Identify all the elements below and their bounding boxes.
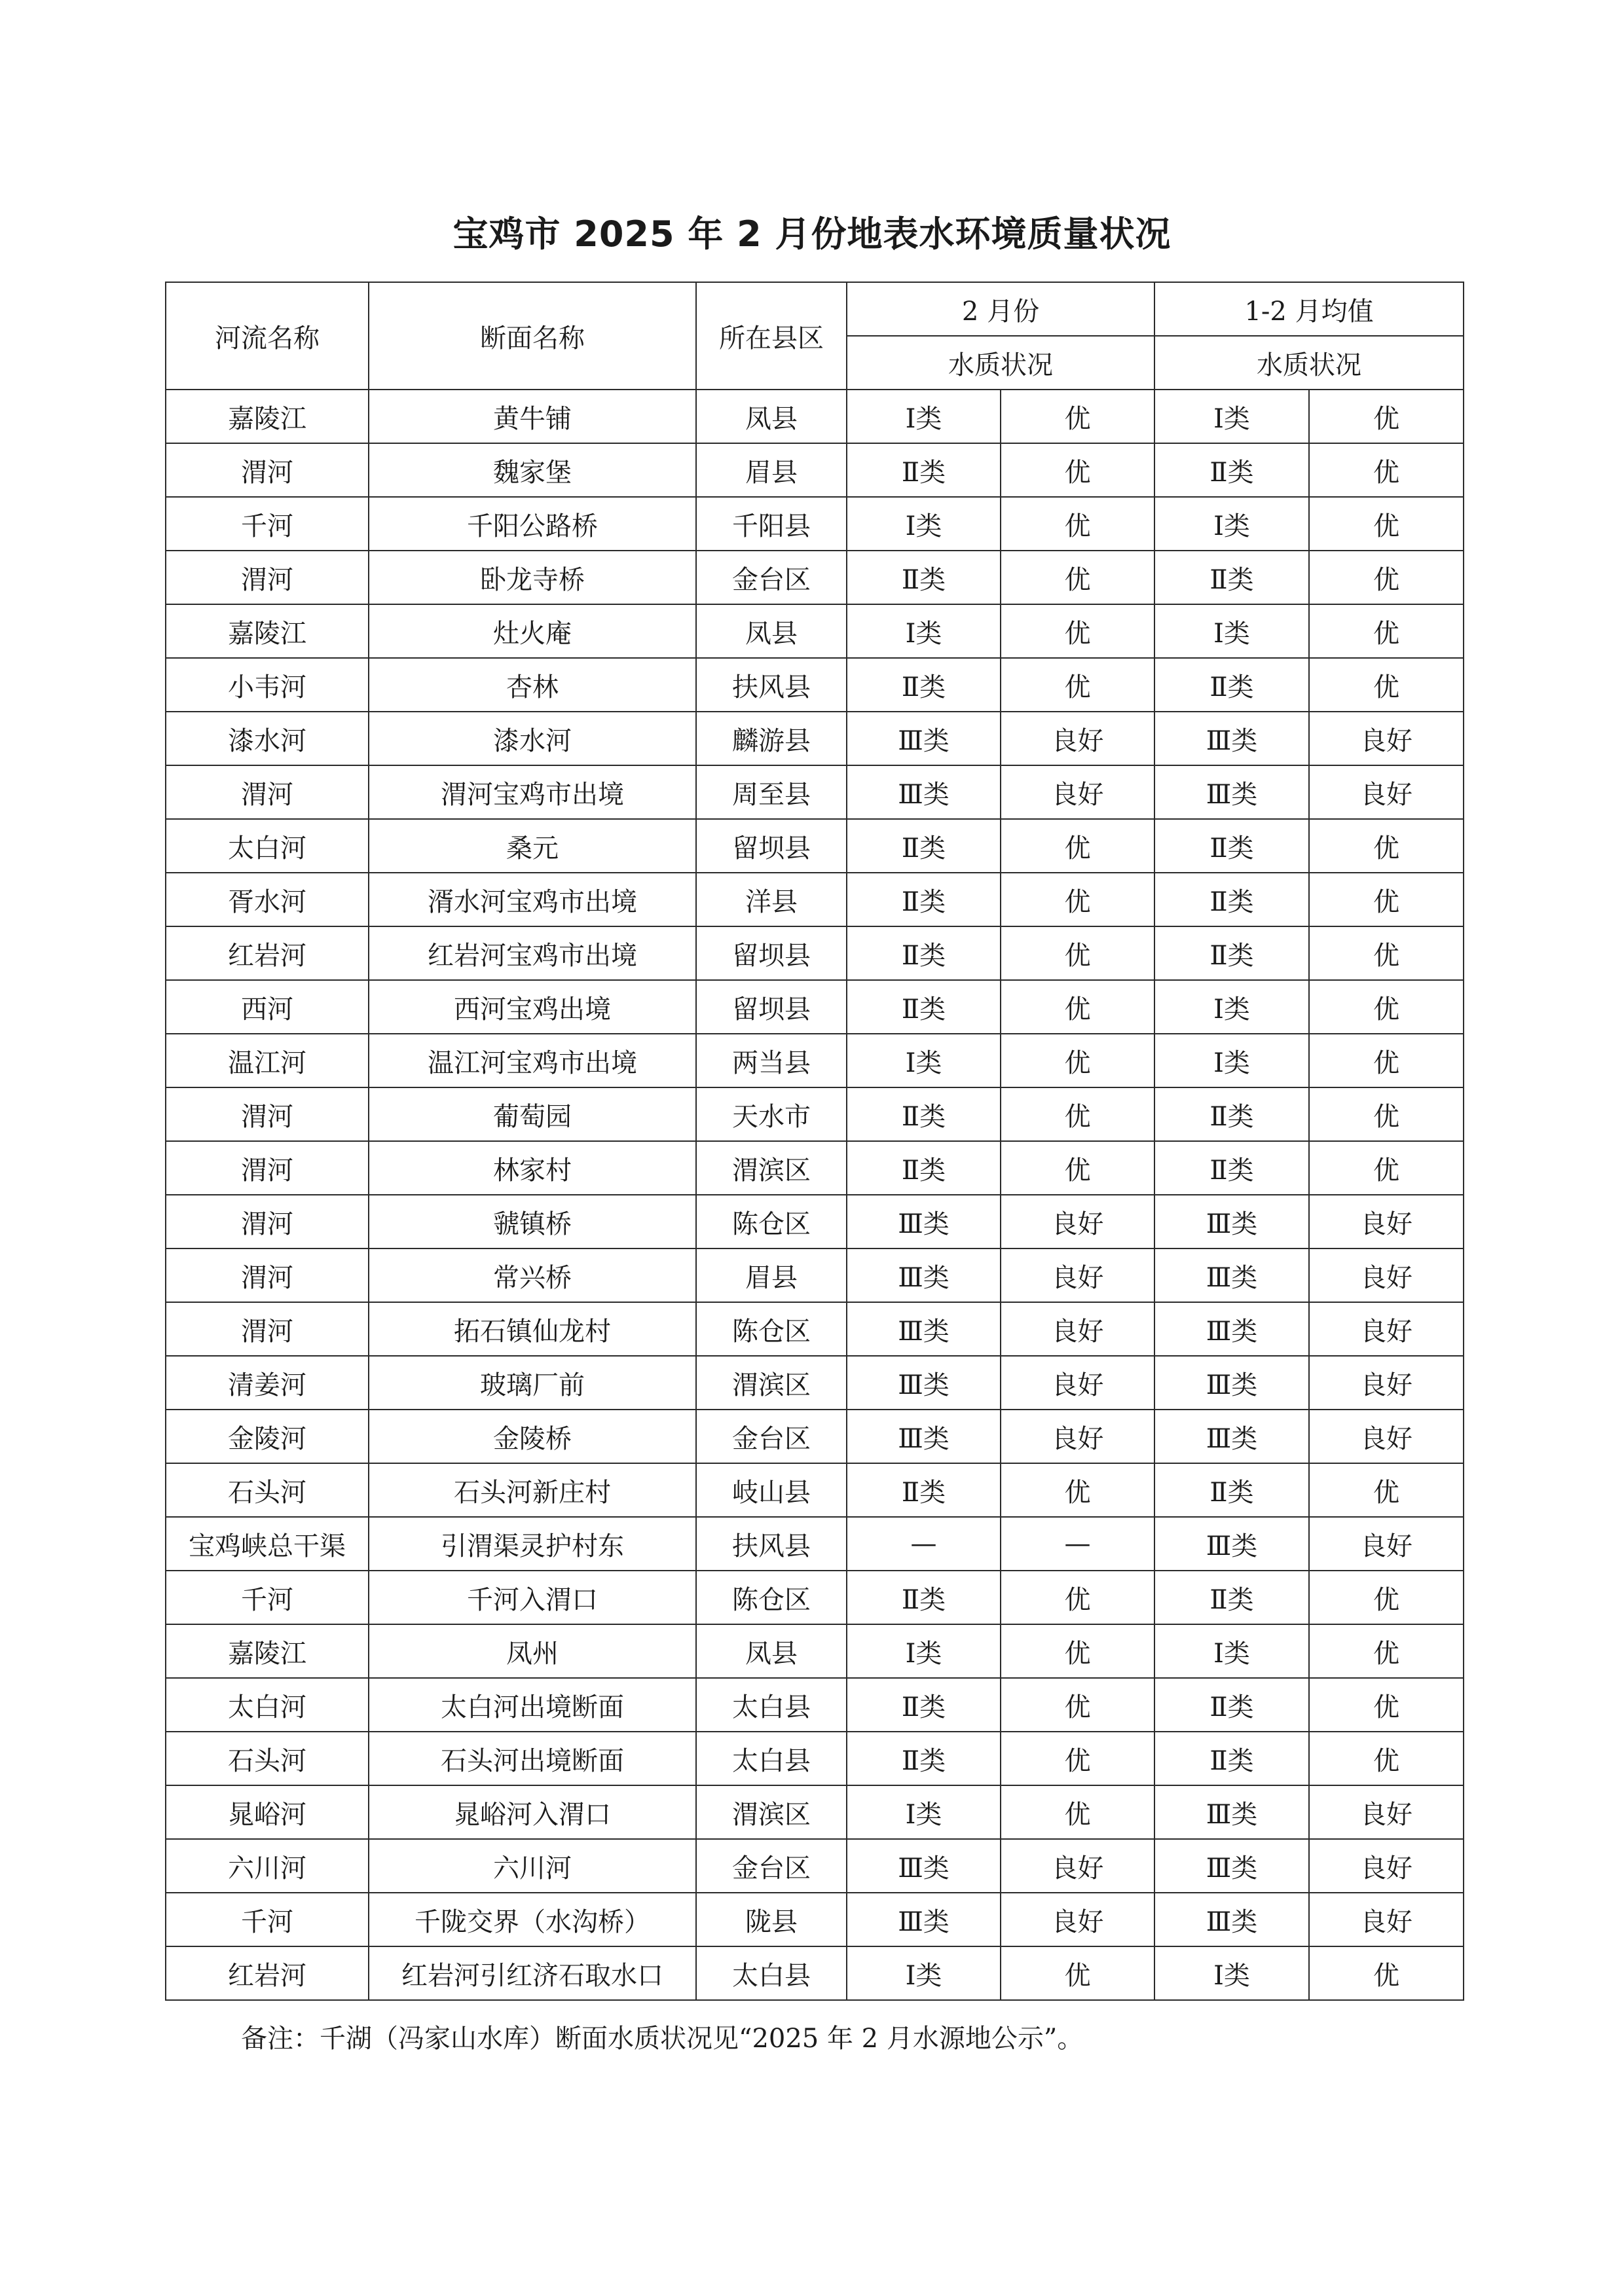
avg-class-cell: Ⅲ类 bbox=[1154, 1302, 1309, 1356]
avg-status-cell: 优 bbox=[1309, 980, 1464, 1034]
page-title: 宝鸡市 2025 年 2 月份地表水环境质量状况 bbox=[452, 213, 1172, 255]
feb-class-cell: Ⅰ类 bbox=[847, 1624, 1001, 1678]
avg-status-cell: 良好 bbox=[1309, 1302, 1464, 1356]
footnote: 备注：千湖（冯家山水库）断面水质状况见“2025 年 2 月水源地公示”。 bbox=[241, 2024, 1084, 2054]
section-name-cell: 石头河新庄村 bbox=[369, 1463, 696, 1517]
county-cell: 太白县 bbox=[696, 1946, 847, 2000]
avg-status-cell: 优 bbox=[1309, 390, 1464, 443]
feb-status-cell: 优 bbox=[1001, 1678, 1154, 1732]
table-row bbox=[166, 1302, 1464, 1356]
table-row bbox=[166, 1678, 1464, 1732]
feb-class-cell: Ⅱ类 bbox=[847, 1141, 1001, 1195]
river-name-cell: 漆水河 bbox=[166, 712, 369, 765]
header-county: 所在县区 bbox=[696, 282, 847, 390]
section-name-cell: 千阳公路桥 bbox=[369, 497, 696, 551]
river-name-cell: 清姜河 bbox=[166, 1356, 369, 1410]
river-name-cell: 宝鸡峡总干渠 bbox=[166, 1517, 369, 1571]
avg-status-cell: 良好 bbox=[1309, 1893, 1464, 1946]
feb-class-cell: Ⅰ类 bbox=[847, 1034, 1001, 1087]
avg-status-cell: 优 bbox=[1309, 1087, 1464, 1141]
avg-status-cell: 良好 bbox=[1309, 712, 1464, 765]
avg-class-cell: Ⅲ类 bbox=[1154, 765, 1309, 819]
feb-status-cell: 优 bbox=[1001, 1946, 1154, 2000]
table-row bbox=[166, 765, 1464, 819]
avg-class-cell: Ⅱ类 bbox=[1154, 873, 1309, 926]
feb-status-cell: 良好 bbox=[1001, 765, 1154, 819]
feb-class-cell: Ⅱ类 bbox=[847, 980, 1001, 1034]
feb-class-cell: — bbox=[847, 1517, 1001, 1571]
avg-class-cell: Ⅰ类 bbox=[1154, 1034, 1309, 1087]
avg-class-cell: Ⅲ类 bbox=[1154, 1248, 1309, 1302]
river-name-cell: 红岩河 bbox=[166, 1946, 369, 2000]
avg-status-cell: 优 bbox=[1309, 1571, 1464, 1624]
section-name-cell: 桑元 bbox=[369, 819, 696, 873]
river-name-cell: 晁峪河 bbox=[166, 1785, 369, 1839]
section-name-cell: 千河入渭口 bbox=[369, 1571, 696, 1624]
feb-class-cell: Ⅲ类 bbox=[847, 765, 1001, 819]
county-cell: 太白县 bbox=[696, 1732, 847, 1785]
avg-class-cell: Ⅰ类 bbox=[1154, 980, 1309, 1034]
table-row bbox=[166, 1034, 1464, 1087]
river-name-cell: 渭河 bbox=[166, 443, 369, 497]
header-section-name: 断面名称 bbox=[369, 282, 696, 390]
river-name-cell: 千河 bbox=[166, 497, 369, 551]
feb-class-cell: Ⅰ类 bbox=[847, 497, 1001, 551]
avg-status-cell: 良好 bbox=[1309, 1517, 1464, 1571]
river-name-cell: 胥水河 bbox=[166, 873, 369, 926]
county-cell: 眉县 bbox=[696, 1248, 847, 1302]
table-row bbox=[166, 1087, 1464, 1141]
section-name-cell: 玻璃厂前 bbox=[369, 1356, 696, 1410]
section-name-cell: 红岩河引红济石取水口 bbox=[369, 1946, 696, 2000]
feb-class-cell: Ⅰ类 bbox=[847, 1946, 1001, 2000]
feb-status-cell: 优 bbox=[1001, 1785, 1154, 1839]
table-row bbox=[166, 1356, 1464, 1410]
feb-status-cell: 优 bbox=[1001, 1087, 1154, 1141]
table-row bbox=[166, 1624, 1464, 1678]
avg-class-cell: Ⅰ类 bbox=[1154, 497, 1309, 551]
river-name-cell: 千河 bbox=[166, 1571, 369, 1624]
county-cell: 扶风县 bbox=[696, 1517, 847, 1571]
feb-status-cell: 优 bbox=[1001, 1034, 1154, 1087]
feb-class-cell: Ⅲ类 bbox=[847, 1893, 1001, 1946]
river-name-cell: 渭河 bbox=[166, 1302, 369, 1356]
table-row bbox=[166, 1248, 1464, 1302]
feb-status-cell: 优 bbox=[1001, 1571, 1154, 1624]
feb-status-cell: 良好 bbox=[1001, 1893, 1154, 1946]
avg-status-cell: 优 bbox=[1309, 1946, 1464, 2000]
feb-status-cell: 良好 bbox=[1001, 1410, 1154, 1463]
avg-class-cell: Ⅱ类 bbox=[1154, 658, 1309, 712]
table-row bbox=[166, 1195, 1464, 1248]
feb-status-cell: 良好 bbox=[1001, 1302, 1154, 1356]
section-name-cell: 葡萄园 bbox=[369, 1087, 696, 1141]
county-cell: 渭滨区 bbox=[696, 1785, 847, 1839]
river-name-cell: 渭河 bbox=[166, 1087, 369, 1141]
avg-class-cell: Ⅰ类 bbox=[1154, 604, 1309, 658]
river-name-cell: 红岩河 bbox=[166, 926, 369, 980]
table-row bbox=[166, 390, 1464, 443]
feb-status-cell: 良好 bbox=[1001, 1356, 1154, 1410]
county-cell: 岐山县 bbox=[696, 1463, 847, 1517]
feb-status-cell: 优 bbox=[1001, 443, 1154, 497]
county-cell: 留坝县 bbox=[696, 980, 847, 1034]
river-name-cell: 石头河 bbox=[166, 1732, 369, 1785]
river-name-cell: 渭河 bbox=[166, 1141, 369, 1195]
table-row bbox=[166, 1571, 1464, 1624]
county-cell: 凤县 bbox=[696, 1624, 847, 1678]
avg-status-cell: 良好 bbox=[1309, 765, 1464, 819]
table-row bbox=[166, 551, 1464, 604]
avg-class-cell: Ⅱ类 bbox=[1154, 1732, 1309, 1785]
river-name-cell: 太白河 bbox=[166, 819, 369, 873]
avg-class-cell: Ⅱ类 bbox=[1154, 1141, 1309, 1195]
section-name-cell: 拓石镇仙龙村 bbox=[369, 1302, 696, 1356]
water-quality-table bbox=[165, 282, 1464, 2001]
feb-status-cell: 优 bbox=[1001, 1463, 1154, 1517]
river-name-cell: 嘉陵江 bbox=[166, 604, 369, 658]
avg-class-cell: Ⅲ类 bbox=[1154, 1195, 1309, 1248]
river-name-cell: 小韦河 bbox=[166, 658, 369, 712]
table-row bbox=[166, 873, 1464, 926]
river-name-cell: 六川河 bbox=[166, 1839, 369, 1893]
feb-class-cell: Ⅱ类 bbox=[847, 1571, 1001, 1624]
river-name-cell: 太白河 bbox=[166, 1678, 369, 1732]
avg-status-cell: 良好 bbox=[1309, 1195, 1464, 1248]
table-row bbox=[166, 1517, 1464, 1571]
county-cell: 洋县 bbox=[696, 873, 847, 926]
feb-status-cell: 优 bbox=[1001, 1141, 1154, 1195]
avg-status-cell: 优 bbox=[1309, 1624, 1464, 1678]
table-row bbox=[166, 712, 1464, 765]
feb-status-cell: 优 bbox=[1001, 390, 1154, 443]
river-name-cell: 渭河 bbox=[166, 551, 369, 604]
section-name-cell: 凤州 bbox=[369, 1624, 696, 1678]
section-name-cell: 湑水河宝鸡市出境 bbox=[369, 873, 696, 926]
avg-class-cell: Ⅲ类 bbox=[1154, 1785, 1309, 1839]
feb-class-cell: Ⅰ类 bbox=[847, 604, 1001, 658]
section-name-cell: 林家村 bbox=[369, 1141, 696, 1195]
river-name-cell: 温江河 bbox=[166, 1034, 369, 1087]
section-name-cell: 温江河宝鸡市出境 bbox=[369, 1034, 696, 1087]
feb-class-cell: Ⅲ类 bbox=[847, 1839, 1001, 1893]
feb-class-cell: Ⅲ类 bbox=[847, 1410, 1001, 1463]
feb-class-cell: Ⅱ类 bbox=[847, 1678, 1001, 1732]
feb-status-cell: 优 bbox=[1001, 926, 1154, 980]
river-name-cell: 渭河 bbox=[166, 765, 369, 819]
county-cell: 陈仓区 bbox=[696, 1195, 847, 1248]
avg-status-cell: 优 bbox=[1309, 1463, 1464, 1517]
feb-class-cell: Ⅱ类 bbox=[847, 1732, 1001, 1785]
avg-class-cell: Ⅱ类 bbox=[1154, 443, 1309, 497]
avg-status-cell: 优 bbox=[1309, 551, 1464, 604]
county-cell: 天水市 bbox=[696, 1087, 847, 1141]
avg-class-cell: Ⅱ类 bbox=[1154, 1678, 1309, 1732]
avg-status-cell: 优 bbox=[1309, 926, 1464, 980]
avg-class-cell: Ⅱ类 bbox=[1154, 819, 1309, 873]
section-name-cell: 渭河宝鸡市出境 bbox=[369, 765, 696, 819]
avg-class-cell: Ⅱ类 bbox=[1154, 1463, 1309, 1517]
avg-status-cell: 优 bbox=[1309, 1034, 1464, 1087]
header-february: 2 月份 bbox=[847, 282, 1154, 336]
header-row bbox=[166, 282, 1464, 336]
avg-status-cell: 优 bbox=[1309, 658, 1464, 712]
table-row bbox=[166, 1463, 1464, 1517]
avg-status-cell: 优 bbox=[1309, 1678, 1464, 1732]
river-name-cell: 石头河 bbox=[166, 1463, 369, 1517]
avg-status-cell: 良好 bbox=[1309, 1410, 1464, 1463]
table-row bbox=[166, 1732, 1464, 1785]
avg-status-cell: 良好 bbox=[1309, 1248, 1464, 1302]
section-name-cell: 金陵桥 bbox=[369, 1410, 696, 1463]
avg-status-cell: 优 bbox=[1309, 443, 1464, 497]
avg-status-cell: 优 bbox=[1309, 1732, 1464, 1785]
avg-status-cell: 良好 bbox=[1309, 1839, 1464, 1893]
section-name-cell: 千陇交界（水沟桥） bbox=[369, 1893, 696, 1946]
table-row bbox=[166, 980, 1464, 1034]
avg-status-cell: 优 bbox=[1309, 1141, 1464, 1195]
feb-class-cell: Ⅱ类 bbox=[847, 551, 1001, 604]
section-name-cell: 卧龙寺桥 bbox=[369, 551, 696, 604]
table-row bbox=[166, 1946, 1464, 2000]
feb-class-cell: Ⅱ类 bbox=[847, 1463, 1001, 1517]
avg-class-cell: Ⅲ类 bbox=[1154, 1893, 1309, 1946]
county-cell: 麟游县 bbox=[696, 712, 847, 765]
feb-class-cell: Ⅲ类 bbox=[847, 1248, 1001, 1302]
avg-class-cell: Ⅲ类 bbox=[1154, 712, 1309, 765]
feb-status-cell: 优 bbox=[1001, 604, 1154, 658]
county-cell: 陈仓区 bbox=[696, 1302, 847, 1356]
feb-status-cell: 良好 bbox=[1001, 1195, 1154, 1248]
feb-class-cell: Ⅲ类 bbox=[847, 1302, 1001, 1356]
county-cell: 千阳县 bbox=[696, 497, 847, 551]
feb-class-cell: Ⅲ类 bbox=[847, 712, 1001, 765]
county-cell: 金台区 bbox=[696, 1839, 847, 1893]
feb-class-cell: Ⅱ类 bbox=[847, 658, 1001, 712]
avg-status-cell: 优 bbox=[1309, 819, 1464, 873]
section-name-cell: 六川河 bbox=[369, 1839, 696, 1893]
feb-status-cell: 良好 bbox=[1001, 1839, 1154, 1893]
feb-class-cell: Ⅱ类 bbox=[847, 443, 1001, 497]
feb-status-cell: 优 bbox=[1001, 497, 1154, 551]
section-name-cell: 石头河出境断面 bbox=[369, 1732, 696, 1785]
avg-class-cell: Ⅰ类 bbox=[1154, 1946, 1309, 2000]
county-cell: 陇县 bbox=[696, 1893, 847, 1946]
feb-class-cell: Ⅲ类 bbox=[847, 1195, 1001, 1248]
feb-class-cell: Ⅱ类 bbox=[847, 819, 1001, 873]
table-row bbox=[166, 497, 1464, 551]
table-body bbox=[166, 390, 1464, 2000]
avg-class-cell: Ⅰ类 bbox=[1154, 1624, 1309, 1678]
avg-class-cell: Ⅱ类 bbox=[1154, 926, 1309, 980]
county-cell: 凤县 bbox=[696, 390, 847, 443]
avg-class-cell: Ⅲ类 bbox=[1154, 1839, 1309, 1893]
river-name-cell: 嘉陵江 bbox=[166, 1624, 369, 1678]
feb-status-cell: 优 bbox=[1001, 1624, 1154, 1678]
avg-class-cell: Ⅱ类 bbox=[1154, 1087, 1309, 1141]
county-cell: 渭滨区 bbox=[696, 1141, 847, 1195]
river-name-cell: 千河 bbox=[166, 1893, 369, 1946]
section-name-cell: 太白河出境断面 bbox=[369, 1678, 696, 1732]
table-row bbox=[166, 1410, 1464, 1463]
avg-class-cell: Ⅰ类 bbox=[1154, 390, 1309, 443]
county-cell: 周至县 bbox=[696, 765, 847, 819]
section-name-cell: 西河宝鸡出境 bbox=[369, 980, 696, 1034]
feb-status-cell: 优 bbox=[1001, 819, 1154, 873]
river-name-cell: 西河 bbox=[166, 980, 369, 1034]
header-average-water-quality: 水质状况 bbox=[1154, 336, 1464, 390]
table-row bbox=[166, 1893, 1464, 1946]
avg-status-cell: 优 bbox=[1309, 873, 1464, 926]
section-name-cell: 魏家堡 bbox=[369, 443, 696, 497]
feb-class-cell: Ⅱ类 bbox=[847, 926, 1001, 980]
section-name-cell: 虢镇桥 bbox=[369, 1195, 696, 1248]
table-row bbox=[166, 926, 1464, 980]
feb-status-cell: — bbox=[1001, 1517, 1154, 1571]
feb-class-cell: Ⅱ类 bbox=[847, 1087, 1001, 1141]
section-name-cell: 晁峪河入渭口 bbox=[369, 1785, 696, 1839]
river-name-cell: 嘉陵江 bbox=[166, 390, 369, 443]
feb-class-cell: Ⅰ类 bbox=[847, 390, 1001, 443]
section-name-cell: 漆水河 bbox=[369, 712, 696, 765]
section-name-cell: 灶火庵 bbox=[369, 604, 696, 658]
avg-status-cell: 优 bbox=[1309, 497, 1464, 551]
header-february-water-quality: 水质状况 bbox=[847, 336, 1154, 390]
avg-class-cell: Ⅲ类 bbox=[1154, 1410, 1309, 1463]
feb-status-cell: 优 bbox=[1001, 980, 1154, 1034]
section-name-cell: 黄牛铺 bbox=[369, 390, 696, 443]
table-row bbox=[166, 1785, 1464, 1839]
feb-status-cell: 优 bbox=[1001, 873, 1154, 926]
feb-class-cell: Ⅰ类 bbox=[847, 1785, 1001, 1839]
avg-class-cell: Ⅲ类 bbox=[1154, 1356, 1309, 1410]
section-name-cell: 杏林 bbox=[369, 658, 696, 712]
county-cell: 金台区 bbox=[696, 551, 847, 604]
section-name-cell: 常兴桥 bbox=[369, 1248, 696, 1302]
county-cell: 留坝县 bbox=[696, 819, 847, 873]
county-cell: 金台区 bbox=[696, 1410, 847, 1463]
avg-status-cell: 良好 bbox=[1309, 1785, 1464, 1839]
table-row bbox=[166, 1839, 1464, 1893]
section-name-cell: 红岩河宝鸡市出境 bbox=[369, 926, 696, 980]
feb-status-cell: 优 bbox=[1001, 551, 1154, 604]
feb-status-cell: 优 bbox=[1001, 658, 1154, 712]
header-jan-feb-average: 1-2 月均值 bbox=[1154, 282, 1464, 336]
county-cell: 陈仓区 bbox=[696, 1571, 847, 1624]
feb-class-cell: Ⅱ类 bbox=[847, 873, 1001, 926]
avg-status-cell: 良好 bbox=[1309, 1356, 1464, 1410]
county-cell: 眉县 bbox=[696, 443, 847, 497]
feb-status-cell: 良好 bbox=[1001, 712, 1154, 765]
table-row bbox=[166, 443, 1464, 497]
feb-status-cell: 良好 bbox=[1001, 1248, 1154, 1302]
header-river-name: 河流名称 bbox=[166, 282, 369, 390]
feb-class-cell: Ⅲ类 bbox=[847, 1356, 1001, 1410]
avg-class-cell: Ⅲ类 bbox=[1154, 1517, 1309, 1571]
avg-class-cell: Ⅱ类 bbox=[1154, 551, 1309, 604]
feb-status-cell: 优 bbox=[1001, 1732, 1154, 1785]
county-cell: 扶风县 bbox=[696, 658, 847, 712]
table-row bbox=[166, 1141, 1464, 1195]
table-row bbox=[166, 658, 1464, 712]
avg-status-cell: 优 bbox=[1309, 604, 1464, 658]
avg-class-cell: Ⅱ类 bbox=[1154, 1571, 1309, 1624]
county-cell: 太白县 bbox=[696, 1678, 847, 1732]
table-row bbox=[166, 604, 1464, 658]
river-name-cell: 渭河 bbox=[166, 1248, 369, 1302]
county-cell: 渭滨区 bbox=[696, 1356, 847, 1410]
section-name-cell: 引渭渠灵护村东 bbox=[369, 1517, 696, 1571]
river-name-cell: 金陵河 bbox=[166, 1410, 369, 1463]
county-cell: 两当县 bbox=[696, 1034, 847, 1087]
county-cell: 留坝县 bbox=[696, 926, 847, 980]
county-cell: 凤县 bbox=[696, 604, 847, 658]
table-row bbox=[166, 819, 1464, 873]
river-name-cell: 渭河 bbox=[166, 1195, 369, 1248]
